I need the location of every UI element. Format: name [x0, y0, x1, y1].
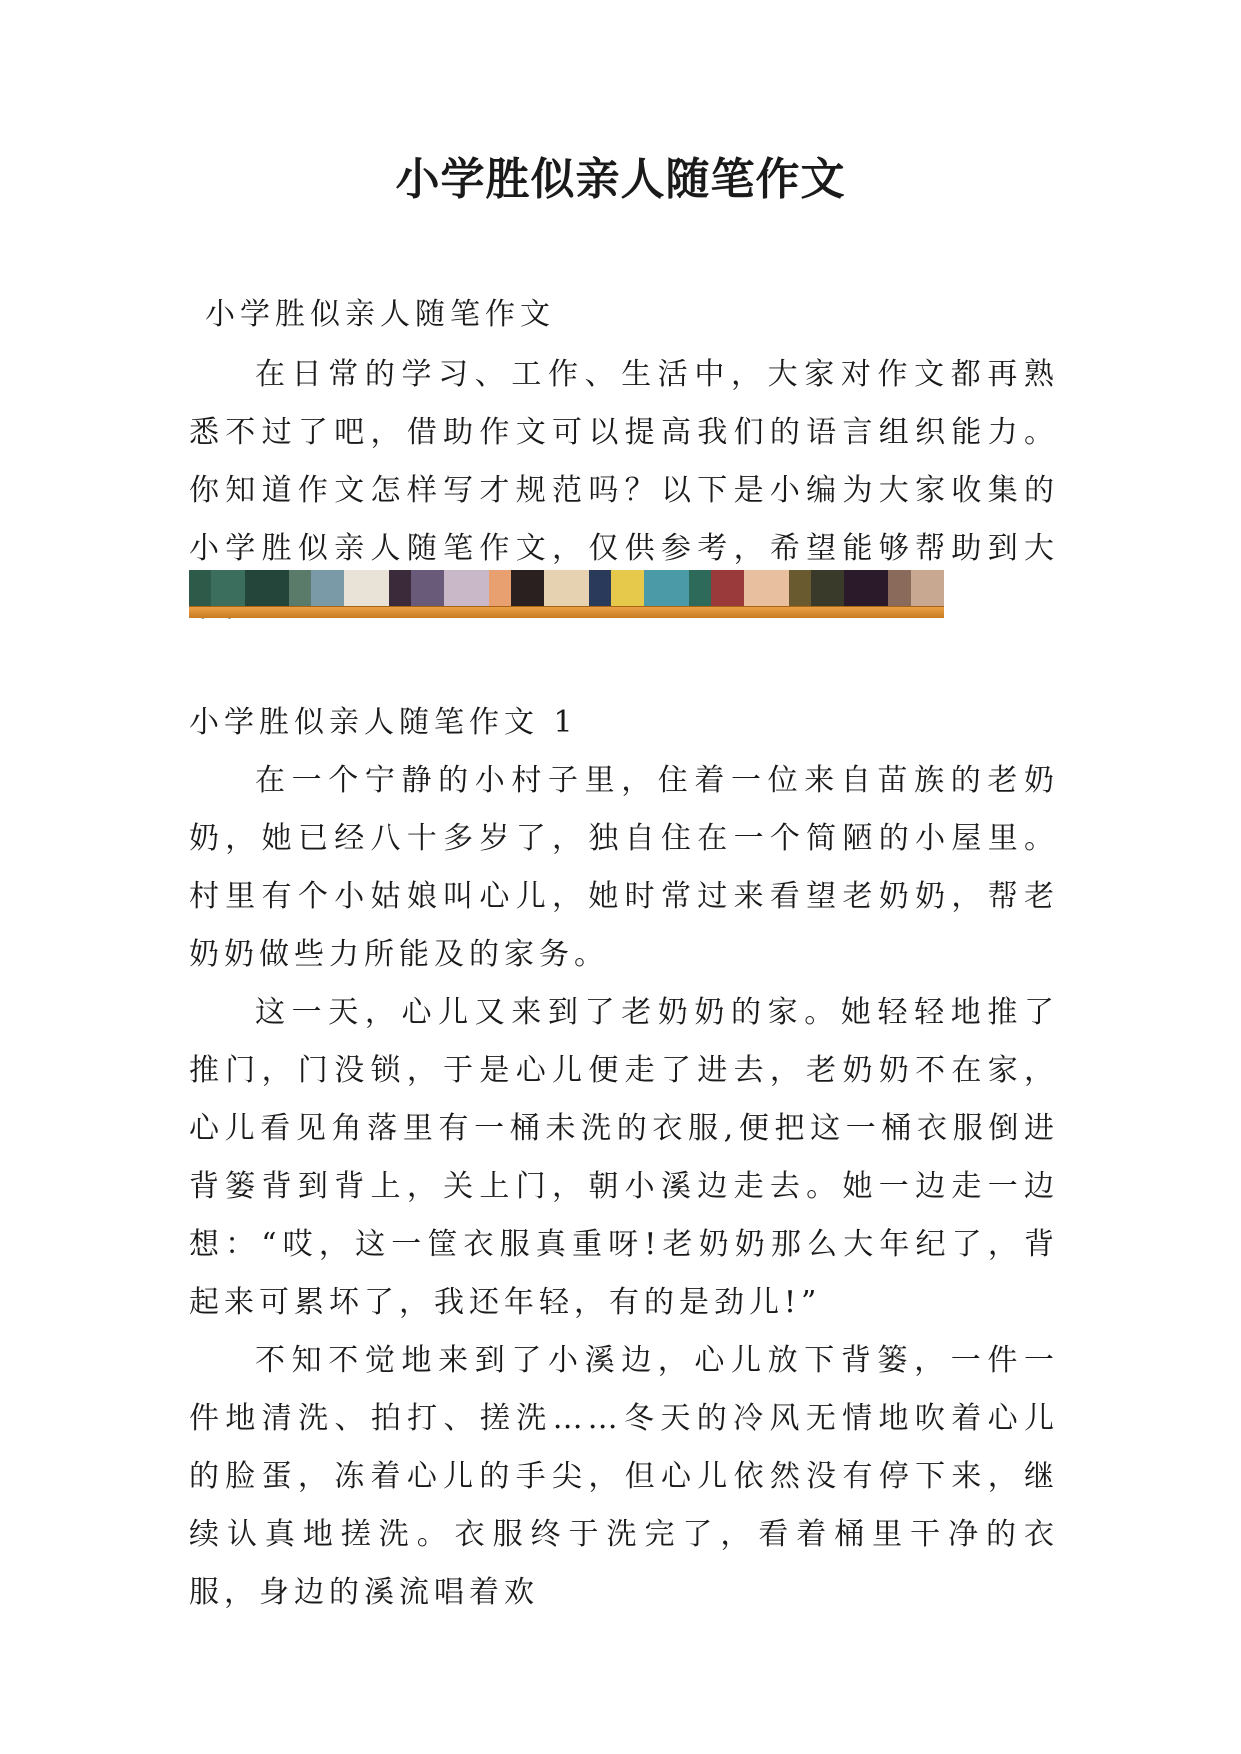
book-spine — [411, 570, 444, 606]
intro-paragraph: 在日常的学习、工作、生活中，大家对作文都再熟悉不过了吧，借助作文可以提高我们的语言组织能力。你知道作文怎样写才规范吗？以下是小编为大家收集的小学胜似亲人随笔作文，仅供参考，希望能够帮助到大 — [189, 357, 1059, 566]
book-spine — [389, 570, 411, 606]
article-paragraph: 不知不觉地来到了小溪边，心儿放下背篓，一件一件地清洗、拍打、搓洗……冬天的冷风无情地吹着心儿的脸蛋，冻着心儿的手尖，但心儿依然没有停下来，继续认真地搓洗。衣服终于洗完了，看着桶里干净的衣服，身边的溪流唱着欢 — [189, 1343, 1059, 1610]
book-spine — [911, 570, 944, 606]
book-spine — [811, 570, 844, 606]
article-body — [189, 752, 1059, 1622]
book-spine — [289, 570, 311, 606]
book-spine — [245, 570, 289, 606]
book-spine — [489, 570, 511, 606]
book-spine — [511, 570, 544, 606]
book-spine — [844, 570, 888, 606]
book-spine — [589, 570, 611, 606]
bookshelf-board — [189, 606, 944, 618]
document-subtitle: 小学胜似亲人随笔作文 — [205, 297, 555, 332]
document-title: 小学胜似亲人随笔作文 — [395, 154, 846, 205]
section-heading: 小学胜似亲人随笔作文 1 — [189, 705, 578, 740]
book-spine — [311, 570, 344, 606]
book-spine — [344, 570, 388, 606]
book-spine — [444, 570, 488, 606]
book-spine — [611, 570, 644, 606]
book-spine — [689, 570, 711, 606]
book-spine — [789, 570, 811, 606]
bookshelf-banner-image — [189, 570, 944, 617]
book-spine — [211, 570, 244, 606]
book-spine — [888, 570, 910, 606]
book-spine — [189, 570, 211, 606]
article-paragraph: 在一个宁静的小村子里，住着一位来自苗族的老奶奶，她已经八十多岁了，独自住在一个简陋的小屋里。村里有个小姑娘叫心儿，她时常过来看望老奶奶，帮老奶奶做些力所能及的家务。 — [189, 763, 1059, 972]
book-spine — [744, 570, 788, 606]
book-spine — [644, 570, 688, 606]
bookshelf-books — [189, 570, 944, 606]
book-spine — [544, 570, 588, 606]
article-paragraph: 这一天，心儿又来到了老奶奶的家。她轻轻地推了推门，门没锁，于是心儿便走了进去，老奶奶不在家，心儿看见角落里有一桶未洗的衣服,便把这一桶衣服倒进背篓背到背上，关上门，朝小溪边走去。她一边走一边想：“哎，这一筐衣服真重呀!老奶奶那么大年纪了，背起来可累坏了，我还年轻，有的是劲儿!” — [189, 995, 1059, 1320]
book-spine — [711, 570, 744, 606]
